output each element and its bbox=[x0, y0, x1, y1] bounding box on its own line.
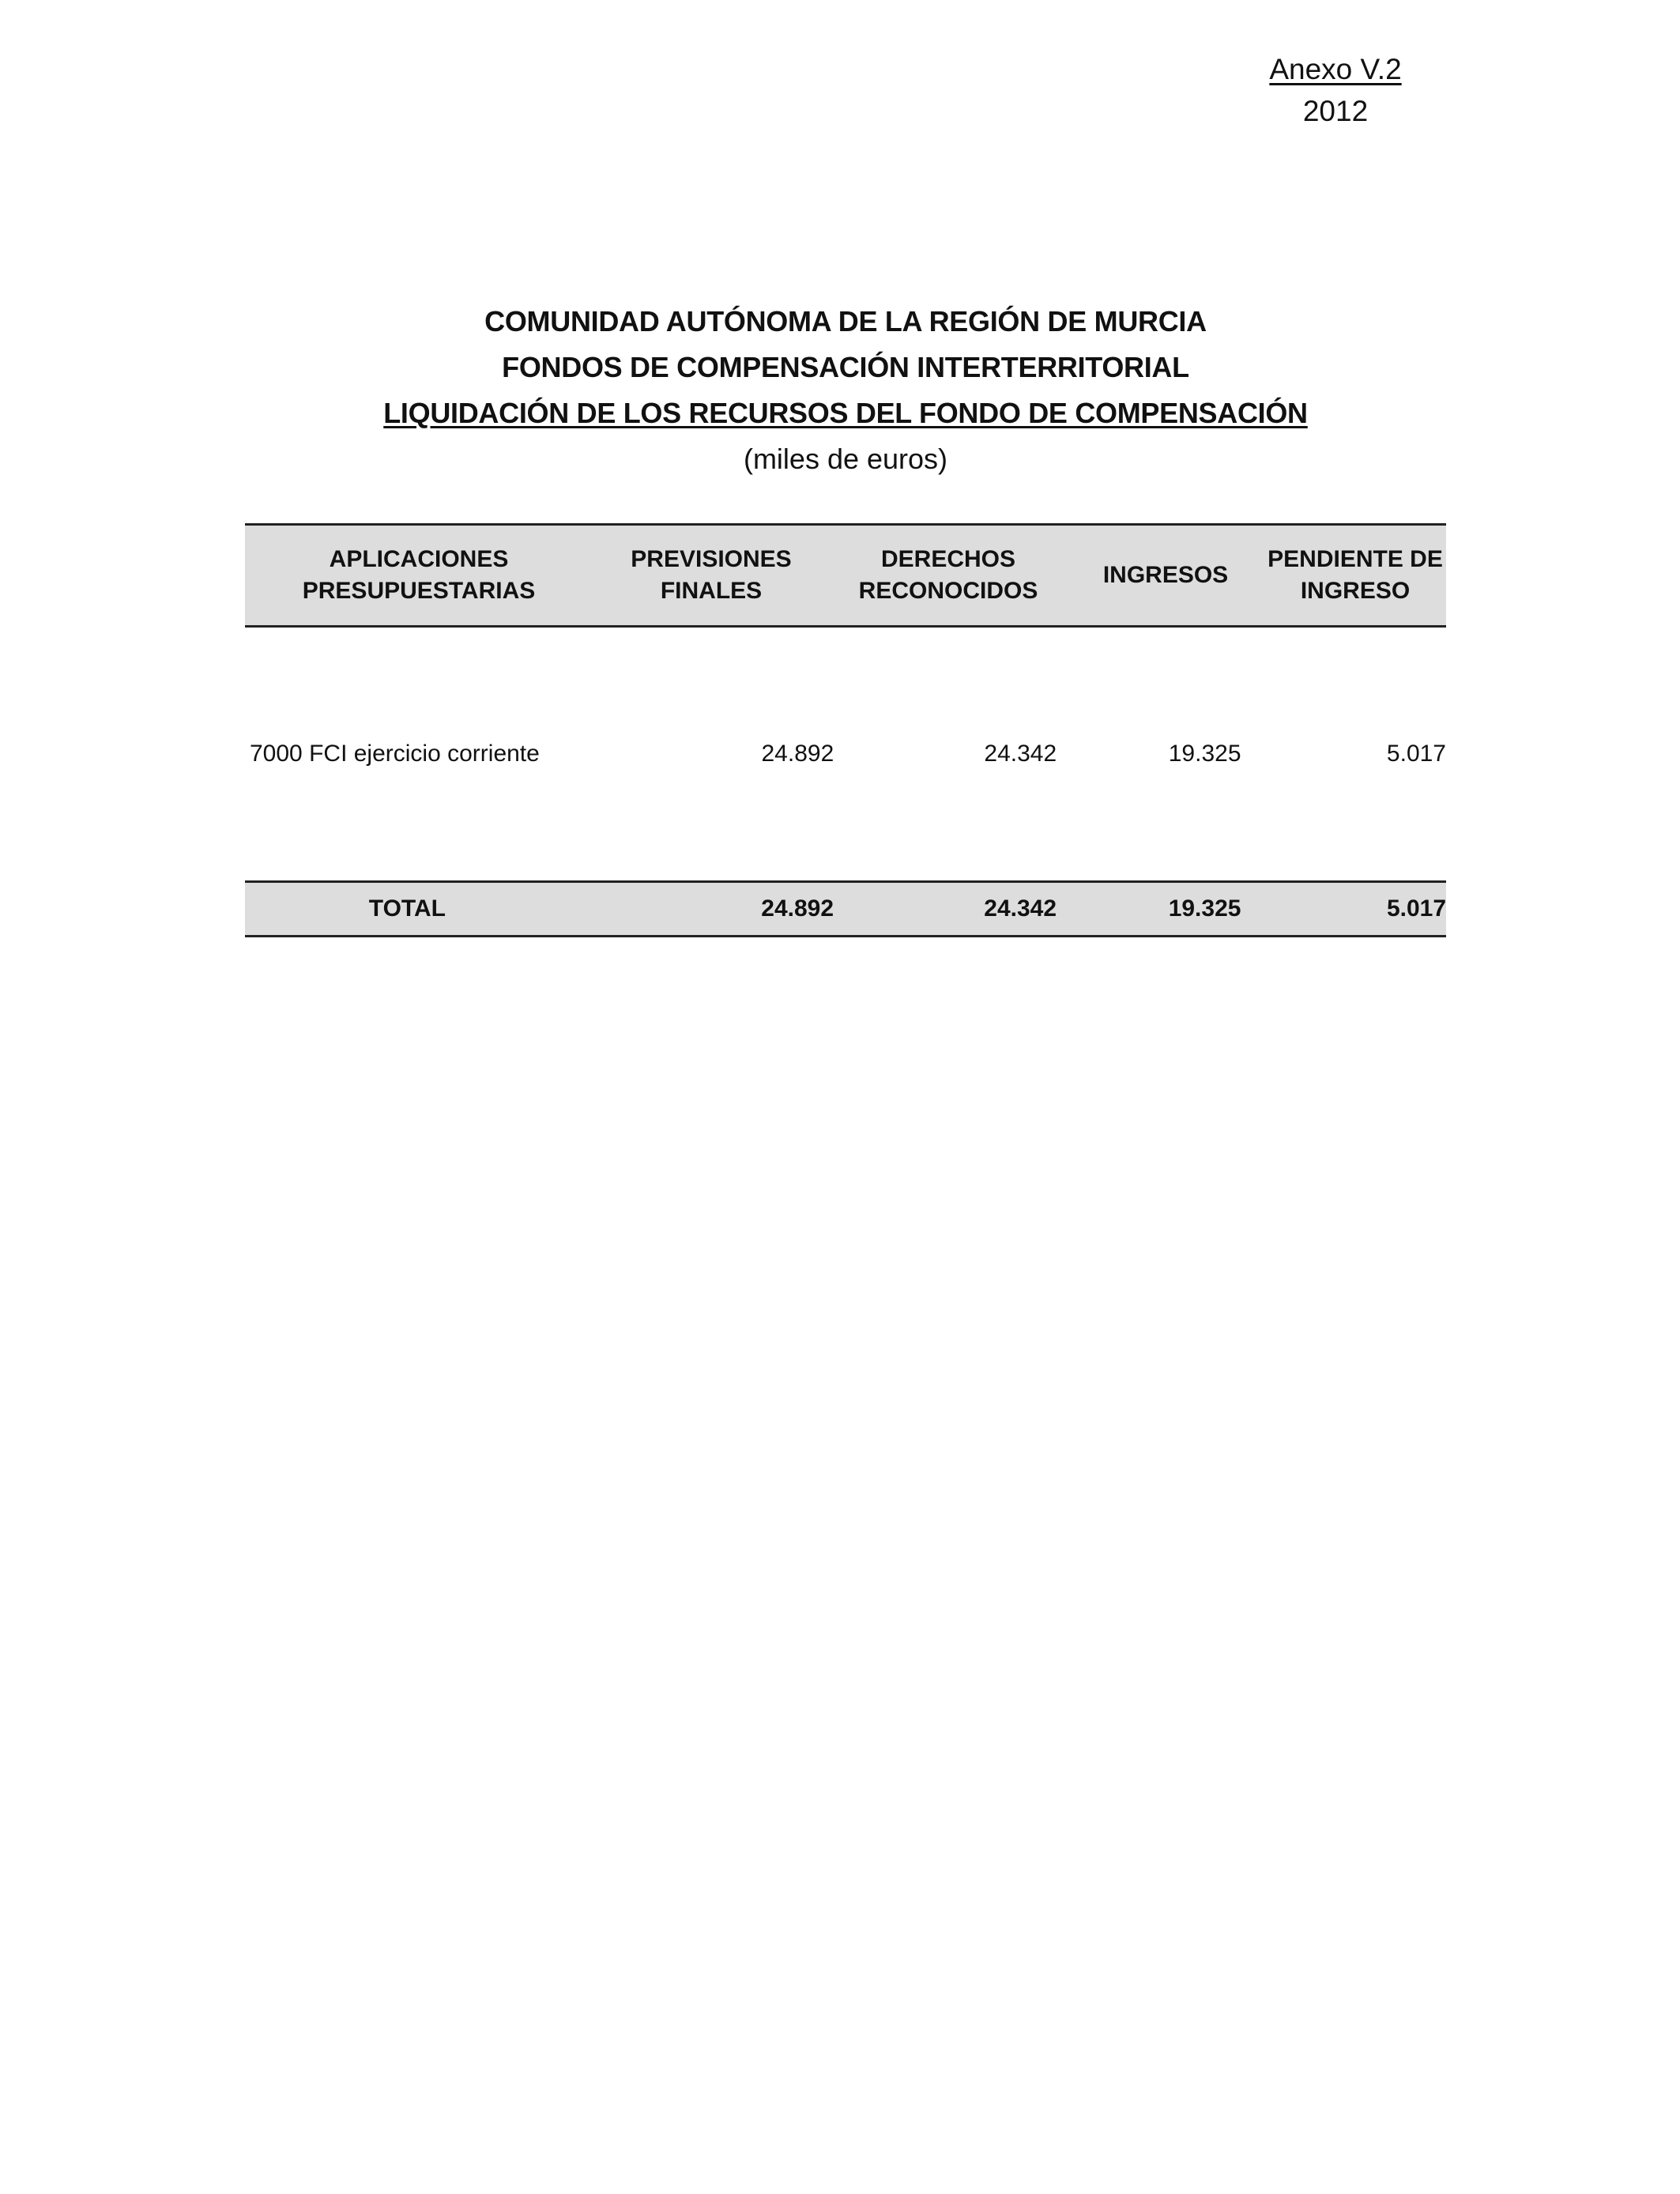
row-derechos: 24.342 bbox=[984, 741, 1057, 767]
table-body bbox=[245, 628, 1446, 880]
total-derechos: 24.342 bbox=[984, 895, 1057, 922]
column-header-previsiones: PREVISIONES FINALES bbox=[631, 546, 792, 604]
table-row bbox=[245, 738, 1446, 770]
annex-block bbox=[1233, 49, 1438, 133]
table-total-row bbox=[245, 880, 1446, 937]
units-note: (miles de euros) bbox=[743, 443, 948, 475]
total-ingresos: 19.325 bbox=[1168, 895, 1241, 922]
row-ingresos: 19.325 bbox=[1168, 741, 1241, 767]
total-previsiones: 24.892 bbox=[761, 895, 834, 922]
row-pendiente: 5.017 bbox=[1386, 741, 1446, 767]
column-header-derechos: DERECHOS RECONOCIDOS bbox=[858, 546, 1038, 604]
total-pendiente: 5.017 bbox=[1386, 895, 1447, 922]
annex-year: 2012 bbox=[1302, 95, 1369, 127]
table-header bbox=[245, 523, 1446, 628]
annex-label: Anexo V.2 bbox=[1269, 53, 1402, 85]
column-header-pendiente: PENDIENTE DE INGRESO bbox=[1268, 546, 1443, 604]
column-header-aplicaciones: APLICACIONES PRESUPUESTARIAS bbox=[302, 546, 536, 604]
total-label: TOTAL bbox=[368, 895, 446, 922]
column-header-ingresos: INGRESOS bbox=[1102, 562, 1229, 588]
row-previsiones: 24.892 bbox=[761, 741, 834, 767]
document-title bbox=[0, 299, 1680, 482]
title-line-2: FONDOS DE COMPENSACIÓN INTERTERRITORIAL bbox=[502, 351, 1189, 383]
row-label: 7000 FCI ejercicio corriente bbox=[250, 741, 540, 767]
title-line-3: LIQUIDACIÓN DE LOS RECURSOS DEL FONDO DE COMPENSACIÓN bbox=[383, 397, 1308, 429]
title-line-1: COMUNIDAD AUTÓNOMA DE LA REGIÓN DE MURCIA bbox=[484, 305, 1207, 337]
liquidation-table bbox=[245, 523, 1446, 937]
